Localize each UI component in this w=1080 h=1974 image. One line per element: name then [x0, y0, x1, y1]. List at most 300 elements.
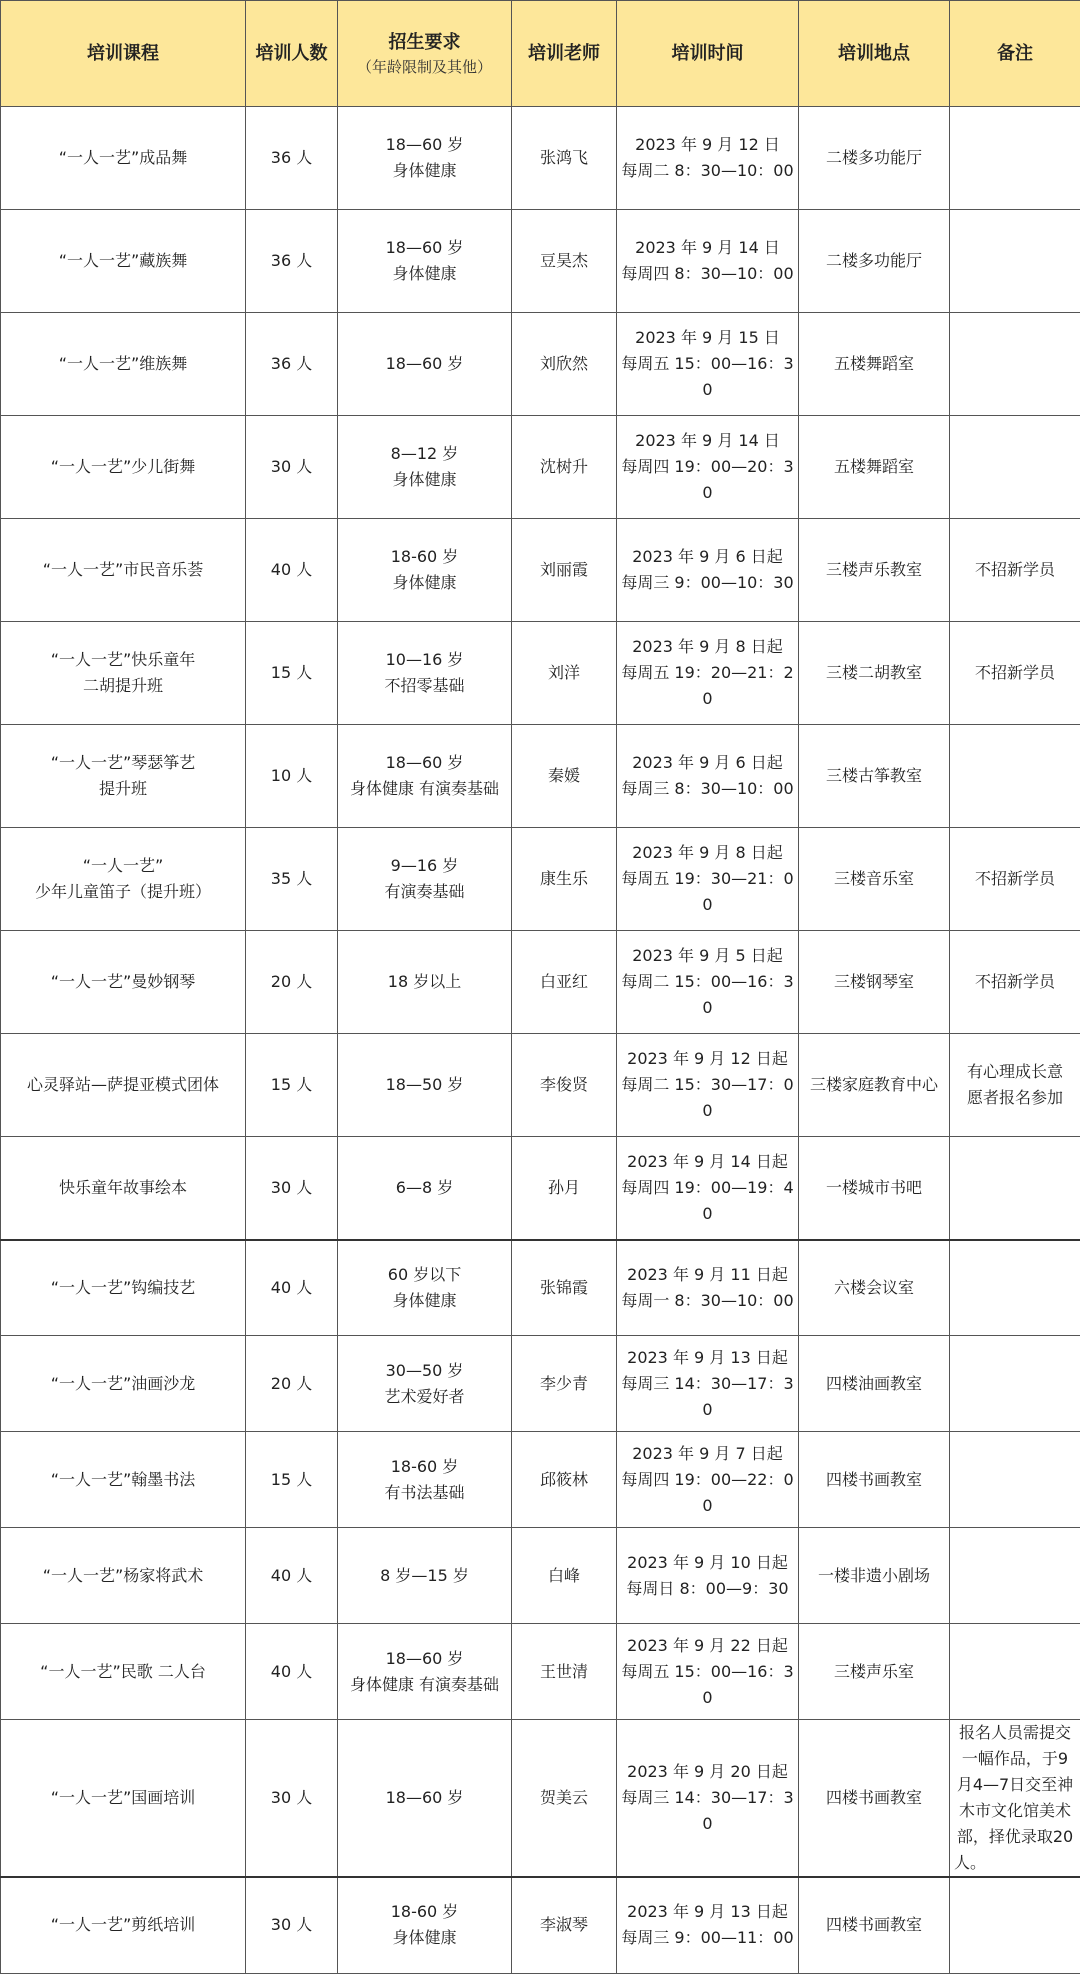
place-cell: [799, 1240, 950, 1336]
course-cell-line: 二胡提升班: [82, 676, 163, 695]
header-place: 培训地点: [799, 1, 950, 107]
course-cell: [1, 519, 246, 622]
time-cell-line: 每周日 8：00—9：30: [626, 1578, 789, 1598]
course-cell: [1, 107, 246, 210]
note-cell: [950, 931, 1080, 1034]
teacher-cell: [512, 1877, 617, 1973]
note-cell: [950, 313, 1080, 416]
requirement-cell: [338, 1432, 512, 1528]
note-cell: [950, 1432, 1080, 1528]
course-cell-line: “一人一艺”油画沙龙: [50, 1373, 196, 1393]
teacher-cell-text: 刘丽霞: [539, 560, 588, 579]
teacher-cell: [512, 1137, 617, 1240]
place-cell: [799, 1624, 950, 1720]
teacher-cell-text: 沈树升: [539, 457, 588, 476]
time-cell-line: 2023 年 9 月 13 日起: [627, 1902, 788, 1922]
time-cell-line: 2023 年 9 月 7 日起: [632, 1443, 783, 1463]
requirement-cell-line: 18—60 岁: [385, 1648, 464, 1668]
count-cell-text: 35 人: [270, 869, 313, 888]
time-cell-line: 2023 年 9 月 12 日: [635, 135, 780, 154]
requirement-cell: [338, 725, 512, 828]
teacher-cell: [512, 725, 617, 828]
note-cell: [950, 1877, 1080, 1973]
time-cell: [617, 1240, 799, 1336]
course-cell: [1, 725, 246, 828]
requirement-cell: [338, 1624, 512, 1720]
requirement-cell: [338, 828, 512, 931]
time-cell-line: 每周三 14：30—17：30: [621, 1788, 794, 1833]
place-cell-text: 五楼舞蹈室: [833, 354, 914, 373]
count-cell: [246, 210, 338, 313]
requirement-cell-line: 18—60 岁: [385, 135, 464, 154]
teacher-cell-text: 贺美云: [539, 1788, 588, 1807]
note-cell: [950, 1336, 1080, 1432]
requirement-cell: [338, 416, 512, 519]
course-cell: [1, 1720, 246, 1878]
note-cell: [950, 210, 1080, 313]
requirement-cell-line: 身体健康: [392, 264, 457, 283]
time-cell-line: 每周四 8：30—10：00: [621, 264, 794, 283]
requirement-cell-line: 有演奏基础: [384, 882, 465, 901]
teacher-cell: [512, 931, 617, 1034]
count-cell-text: 10 人: [270, 766, 313, 785]
requirement-cell: [338, 107, 512, 210]
count-cell: [246, 1336, 338, 1432]
course-cell: [1, 1240, 246, 1336]
count-cell-text: 40 人: [270, 1565, 313, 1585]
teacher-cell-text: 刘洋: [547, 663, 580, 682]
time-cell-line: 每周四 19：00—22：00: [621, 1469, 794, 1515]
time-cell-line: 2023 年 9 月 15 日: [635, 328, 780, 347]
time-cell-line: 2023 年 9 月 8 日起: [632, 843, 783, 862]
teacher-cell: [512, 1034, 617, 1137]
count-cell-text: 30 人: [270, 1915, 313, 1935]
table-row: [1, 1720, 1080, 1878]
time-cell-line: 每周五 19：30—21：00: [621, 869, 794, 914]
header-requirement-sub: （年龄限制及其他）: [356, 57, 492, 76]
place-cell: [799, 1034, 950, 1137]
requirement-cell-line: 身体健康: [392, 573, 457, 592]
header-time: 培训时间: [617, 1, 799, 107]
teacher-cell: [512, 828, 617, 931]
table-row: [1, 622, 1080, 725]
requirement-cell-line: 6—8 岁: [395, 1177, 454, 1197]
course-cell-line: “一人一艺”琴瑟筝艺: [50, 753, 196, 772]
table-row: [1, 828, 1080, 931]
requirement-cell-line: 身体健康 有演奏基础: [349, 1674, 500, 1694]
time-cell-line: 每周二 15：00—16：30: [621, 972, 794, 1017]
time-cell-line: 每周二 8：30—10：00: [621, 161, 794, 180]
requirement-cell-line: 18-60 岁: [390, 1456, 459, 1476]
place-cell: [799, 1877, 950, 1973]
teacher-cell-text: 孙月: [547, 1177, 580, 1197]
place-cell: [799, 1528, 950, 1624]
note-cell: [950, 622, 1080, 725]
time-cell: [617, 1528, 799, 1624]
count-cell-text: 36 人: [270, 354, 313, 373]
requirement-cell-line: 18-60 岁: [390, 547, 459, 566]
count-cell-text: 30 人: [270, 457, 313, 476]
course-cell-line: “一人一艺”维族舞: [58, 354, 188, 373]
requirement-cell: [338, 1137, 512, 1240]
place-cell-text: 三楼钢琴室: [833, 972, 914, 991]
table-row: [1, 931, 1080, 1034]
requirement-cell-line: 8—12 岁: [390, 444, 459, 463]
time-cell: [617, 107, 799, 210]
course-cell: [1, 931, 246, 1034]
time-cell: [617, 1336, 799, 1432]
place-cell-text: 三楼古筝教室: [825, 766, 922, 785]
teacher-cell-text: 张锦霞: [539, 1277, 588, 1297]
course-cell-line: “一人一艺”国画培训: [50, 1788, 196, 1807]
place-cell: [799, 725, 950, 828]
teacher-cell-text: 白峰: [547, 1565, 580, 1585]
requirement-cell: [338, 210, 512, 313]
time-cell-line: 2023 年 9 月 8 日起: [632, 637, 783, 656]
header-count: 培训人数: [246, 1, 338, 107]
note-cell: [950, 107, 1080, 210]
time-cell: [617, 931, 799, 1034]
count-cell-text: 36 人: [270, 148, 313, 167]
note-cell: [950, 1034, 1080, 1137]
requirement-cell-line: 18—60 岁: [385, 354, 464, 373]
time-cell: [617, 313, 799, 416]
count-cell-text: 40 人: [270, 1277, 313, 1297]
teacher-cell-text: 康生乐: [539, 869, 588, 888]
time-cell: [617, 210, 799, 313]
teacher-cell: [512, 1720, 617, 1878]
header-note: 备注: [950, 1, 1080, 107]
time-cell-line: 2023 年 9 月 20 日起: [627, 1762, 788, 1781]
teacher-cell: [512, 210, 617, 313]
place-cell-text: 三楼声乐室: [833, 1661, 914, 1681]
header-requirement: 招生要求 （年龄限制及其他）: [338, 1, 512, 107]
place-cell-text: 三楼声乐教室: [825, 560, 922, 579]
time-cell: [617, 622, 799, 725]
course-cell-line: “一人一艺”藏族舞: [58, 251, 188, 270]
time-cell: [617, 828, 799, 931]
course-cell: [1, 1336, 246, 1432]
teacher-cell-text: 李少青: [539, 1373, 588, 1393]
table-row: [1, 1432, 1080, 1528]
teacher-cell-text: 邱筱林: [539, 1469, 588, 1489]
course-cell-line: “一人一艺”曼妙钢琴: [50, 972, 196, 991]
time-cell-line: 每周二 15：30—17：00: [621, 1075, 794, 1120]
course-cell: [1, 416, 246, 519]
note-cell: [950, 1137, 1080, 1240]
note-cell: [950, 1624, 1080, 1720]
requirement-cell-line: 18-60 岁: [390, 1902, 459, 1922]
time-cell: [617, 1432, 799, 1528]
time-cell-line: 2023 年 9 月 13 日起: [627, 1347, 788, 1367]
time-cell-line: 2023 年 9 月 6 日起: [632, 547, 783, 566]
requirement-cell: [338, 1034, 512, 1137]
table-row: [1, 313, 1080, 416]
teacher-cell-text: 李淑琴: [539, 1915, 588, 1935]
table-row: [1, 1137, 1080, 1240]
time-cell-line: 2023 年 9 月 14 日: [635, 431, 780, 450]
requirement-cell-line: 8 岁—15 岁: [380, 1565, 469, 1585]
course-cell-line: “一人一艺”市民音乐荟: [42, 560, 204, 579]
count-cell: [246, 107, 338, 210]
count-cell: [246, 725, 338, 828]
requirement-cell: [338, 313, 512, 416]
table-row: [1, 1877, 1080, 1973]
teacher-cell: [512, 313, 617, 416]
requirement-cell: [338, 1877, 512, 1973]
teacher-cell: [512, 622, 617, 725]
place-cell-text: 四楼油画教室: [825, 1373, 922, 1393]
requirement-cell: [338, 1240, 512, 1336]
time-cell-line: 每周五 19：20—21：20: [621, 663, 794, 708]
place-cell: [799, 1720, 950, 1878]
course-cell-line: “一人一艺”翰墨书法: [50, 1469, 196, 1489]
note-cell-line: 不招新学员: [974, 972, 1055, 991]
time-cell-line: 每周三 9：00—11：00: [621, 1928, 794, 1948]
note-cell: [950, 519, 1080, 622]
note-cell: [950, 416, 1080, 519]
requirement-cell: [338, 519, 512, 622]
count-cell: [246, 931, 338, 1034]
teacher-cell-text: 王世清: [539, 1661, 588, 1681]
note-cell-line: 不招新学员: [974, 663, 1055, 682]
count-cell: [246, 416, 338, 519]
place-cell-text: 二楼多功能厅: [825, 251, 922, 270]
teacher-cell: [512, 1432, 617, 1528]
time-cell-line: 2023 年 9 月 12 日起: [627, 1049, 788, 1068]
requirement-cell: [338, 1720, 512, 1878]
table-row: [1, 1528, 1080, 1624]
requirement-cell-line: 身体健康: [392, 1928, 457, 1948]
count-cell-text: 15 人: [270, 663, 313, 682]
requirement-cell-line: 9—16 岁: [390, 856, 459, 875]
requirement-cell-line: 身体健康: [392, 470, 457, 489]
time-cell-line: 每周三 8：30—10：00: [621, 779, 794, 798]
course-cell: [1, 1528, 246, 1624]
time-cell: [617, 1137, 799, 1240]
teacher-cell: [512, 1336, 617, 1432]
count-cell: [246, 1240, 338, 1336]
requirement-cell-line: 艺术爱好者: [384, 1386, 465, 1406]
header-course: 培训课程: [1, 1, 246, 107]
requirement-cell-line: 18—60 岁: [385, 753, 464, 772]
time-cell: [617, 1624, 799, 1720]
time-cell: [617, 1720, 799, 1878]
requirement-cell-line: 18—50 岁: [385, 1075, 464, 1094]
place-cell: [799, 1432, 950, 1528]
place-cell: [799, 416, 950, 519]
place-cell-text: 五楼舞蹈室: [833, 457, 914, 476]
time-cell-line: 2023 年 9 月 11 日起: [627, 1264, 788, 1284]
place-cell-text: 三楼二胡教室: [825, 663, 922, 682]
note-cell-line: 有心理成长意: [966, 1062, 1063, 1081]
requirement-cell: [338, 1336, 512, 1432]
place-cell-text: 二楼多功能厅: [825, 148, 922, 167]
course-cell-line: “一人一艺”少儿街舞: [50, 457, 196, 476]
note-cell: [950, 725, 1080, 828]
table-row: [1, 1240, 1080, 1336]
count-cell-text: 36 人: [270, 251, 313, 270]
count-cell: [246, 519, 338, 622]
table-row: [1, 1336, 1080, 1432]
time-cell-line: 2023 年 9 月 22 日起: [627, 1635, 788, 1655]
time-cell-line: 2023 年 9 月 14 日起: [627, 1151, 788, 1171]
note-cell-line: 不招新学员: [974, 560, 1055, 579]
requirement-cell: [338, 931, 512, 1034]
note-cell: [950, 828, 1080, 931]
time-cell-line: 每周三 9：00—10：30: [621, 573, 794, 592]
count-cell: [246, 1137, 338, 1240]
place-cell: [799, 519, 950, 622]
requirement-cell-line: 30—50 岁: [385, 1360, 464, 1380]
teacher-cell-text: 豆昊杰: [539, 251, 588, 270]
course-cell: [1, 622, 246, 725]
count-cell: [246, 1624, 338, 1720]
note-cell: [950, 1720, 1080, 1878]
requirement-cell-line: 身体健康: [392, 161, 457, 180]
place-cell: [799, 828, 950, 931]
count-cell: [246, 313, 338, 416]
requirement-cell-line: 18—60 岁: [385, 238, 464, 257]
note-cell: [950, 1240, 1080, 1336]
time-cell-line: 每周五 15：00—16：30: [621, 354, 794, 399]
time-cell: [617, 1877, 799, 1973]
teacher-cell: [512, 107, 617, 210]
table-row: [1, 416, 1080, 519]
requirement-cell-line: 18 岁以上: [387, 972, 462, 991]
count-cell-text: 40 人: [270, 560, 313, 579]
count-cell: [246, 1877, 338, 1973]
time-cell-line: 每周一 8：30—10：00: [621, 1290, 794, 1310]
place-cell: [799, 1137, 950, 1240]
course-cell-line: “一人一艺”成品舞: [58, 148, 188, 167]
teacher-cell: [512, 519, 617, 622]
course-cell-line: “一人一艺”剪纸培训: [50, 1915, 196, 1935]
course-cell: [1, 210, 246, 313]
count-cell: [246, 1720, 338, 1878]
requirement-cell: [338, 622, 512, 725]
place-cell-text: 四楼书画教室: [825, 1788, 922, 1807]
table-row: [1, 1624, 1080, 1720]
requirement-cell-line: 60 岁以下: [387, 1264, 462, 1284]
time-cell-line: 2023 年 9 月 6 日起: [632, 753, 783, 772]
table-row: [1, 107, 1080, 210]
course-cell: [1, 828, 246, 931]
place-cell: [799, 210, 950, 313]
count-cell: [246, 1034, 338, 1137]
requirement-cell-line: 身体健康 有演奏基础: [349, 779, 500, 798]
course-cell-line: “一人一艺”: [82, 856, 164, 875]
count-cell-text: 15 人: [270, 1469, 313, 1489]
time-cell-line: 每周四 19：00—19：40: [621, 1177, 794, 1223]
place-cell: [799, 1336, 950, 1432]
course-cell-line: 提升班: [98, 779, 147, 798]
count-cell-text: 20 人: [270, 1373, 313, 1393]
place-cell-text: 一楼非遗小剧场: [817, 1565, 930, 1585]
count-cell: [246, 1528, 338, 1624]
time-cell: [617, 519, 799, 622]
note-cell: [950, 1528, 1080, 1624]
teacher-cell-text: 李俊贤: [539, 1075, 588, 1094]
place-cell-text: 六楼会议室: [833, 1277, 914, 1297]
table-row: [1, 1034, 1080, 1137]
requirement-cell-line: 身体健康: [392, 1290, 457, 1310]
time-cell: [617, 725, 799, 828]
course-cell-line: “一人一艺”杨家将武术: [42, 1565, 204, 1585]
note-cell-line: 报名人员需提交一幅作品，于9月4—7日交至神木市文化馆美术部，择优录取20人。: [954, 1723, 1074, 1872]
place-cell-text: 四楼书画教室: [825, 1915, 922, 1935]
time-cell-line: 每周四 19：00—20：30: [621, 457, 794, 502]
time-cell-line: 每周五 15：00—16：30: [621, 1661, 794, 1707]
course-cell: [1, 313, 246, 416]
header-row: [1, 1, 1080, 107]
course-cell-line: 快乐童年故事绘本: [58, 1177, 187, 1197]
count-cell-text: 20 人: [270, 972, 313, 991]
course-cell-line: “一人一艺”钩编技艺: [50, 1277, 196, 1297]
place-cell: [799, 931, 950, 1034]
course-cell-line: 心灵驿站—萨提亚模式团体: [26, 1075, 219, 1094]
count-cell: [246, 1432, 338, 1528]
place-cell: [799, 107, 950, 210]
requirement-cell-line: 10—16 岁: [385, 650, 464, 669]
course-cell: [1, 1624, 246, 1720]
course-cell-line: “一人一艺”民歌 二人台: [40, 1661, 206, 1681]
time-cell: [617, 416, 799, 519]
note-cell-line: 不招新学员: [974, 869, 1055, 888]
teacher-cell-text: 刘欣然: [539, 354, 588, 373]
place-cell: [799, 622, 950, 725]
course-cell-line: 少年儿童笛子（提升班）: [34, 882, 211, 901]
time-cell-line: 每周三 14：30—17：30: [621, 1373, 794, 1419]
requirement-cell: [338, 1528, 512, 1624]
course-cell: [1, 1137, 246, 1240]
count-cell-text: 30 人: [270, 1788, 313, 1807]
teacher-cell-text: 秦媛: [547, 766, 580, 785]
course-cell: [1, 1432, 246, 1528]
requirement-cell-line: 不招零基础: [384, 676, 465, 695]
time-cell: [617, 1034, 799, 1137]
time-cell-line: 2023 年 9 月 14 日: [635, 238, 780, 257]
teacher-cell-text: 张鸿飞: [539, 148, 588, 167]
table-row: [1, 519, 1080, 622]
place-cell-text: 三楼音乐室: [833, 869, 914, 888]
place-cell-text: 四楼书画教室: [825, 1469, 922, 1489]
count-cell: [246, 828, 338, 931]
teacher-cell: [512, 1624, 617, 1720]
count-cell-text: 30 人: [270, 1177, 313, 1197]
requirement-cell-line: 有书法基础: [384, 1482, 465, 1502]
place-cell: [799, 313, 950, 416]
place-cell-text: 一楼城市书吧: [825, 1177, 922, 1197]
requirement-cell-line: 18—60 岁: [385, 1788, 464, 1807]
course-cell-line: “一人一艺”快乐童年: [50, 650, 196, 669]
table-row: [1, 725, 1080, 828]
course-cell: [1, 1877, 246, 1973]
table-row: [1, 210, 1080, 313]
time-cell-line: 2023 年 9 月 5 日起: [632, 946, 783, 965]
course-cell: [1, 1034, 246, 1137]
teacher-cell: [512, 1240, 617, 1336]
teacher-cell: [512, 1528, 617, 1624]
place-cell-text: 三楼家庭教育中心: [809, 1075, 938, 1094]
teacher-cell: [512, 416, 617, 519]
header-teacher: 培训老师: [512, 1, 617, 107]
teacher-cell-text: 白亚红: [539, 972, 588, 991]
note-cell-line: 愿者报名参加: [966, 1088, 1063, 1107]
count-cell-text: 15 人: [270, 1075, 313, 1094]
time-cell-line: 2023 年 9 月 10 日起: [627, 1552, 788, 1572]
count-cell-text: 40 人: [270, 1661, 313, 1681]
